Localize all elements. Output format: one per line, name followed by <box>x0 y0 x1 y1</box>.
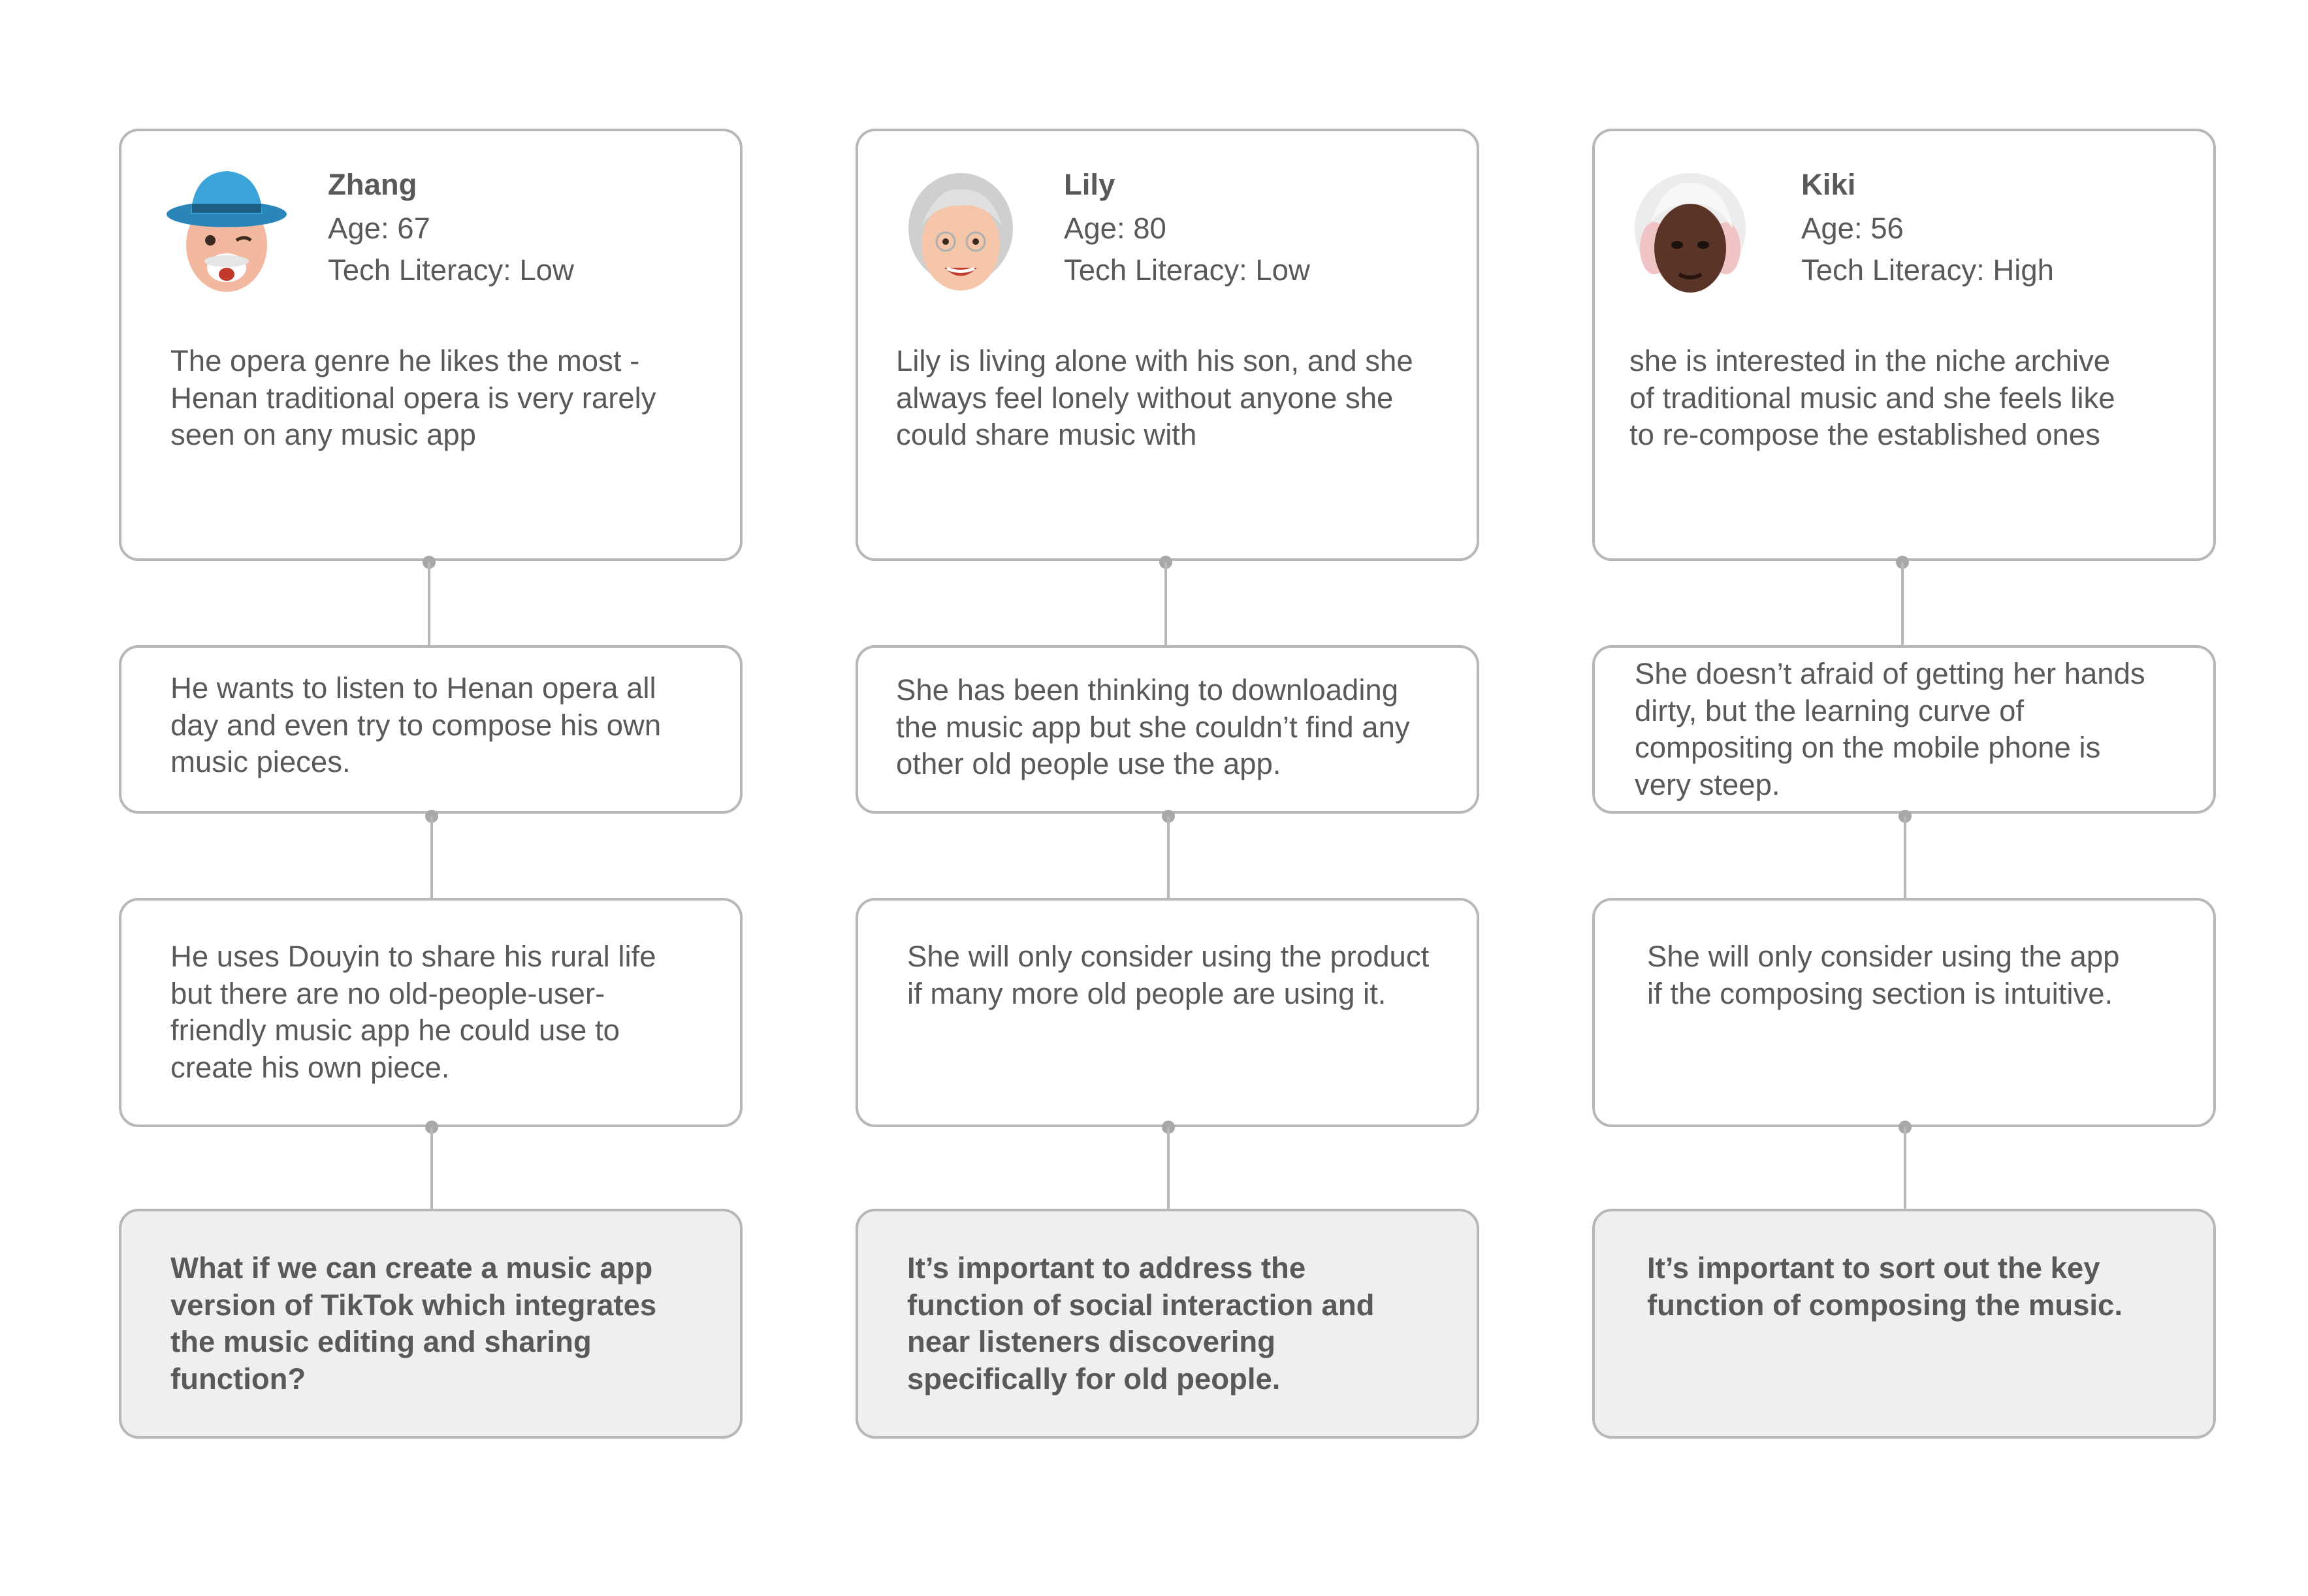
connector-line <box>1901 562 1904 646</box>
connector-line <box>1167 816 1170 899</box>
connector-line <box>430 1127 433 1209</box>
pain-text: She will only consider using the product if many more old people are using it. <box>907 940 1430 1010</box>
persona-tech-literacy: Tech Literacy: High <box>1801 253 2054 287</box>
goal-text: He wants to listen to Henan opera all day and even try to compose his own music pieces. <box>170 671 662 778</box>
persona-name: Lily <box>1064 168 1115 201</box>
memoji-man-blue-hat-icon <box>165 163 289 300</box>
persona-age: Age: 80 <box>1064 212 1166 245</box>
persona-age: Age: 67 <box>328 212 430 245</box>
goal-text: She doesn’t afraid of getting her hands dirty, but the learning curve of compositing on the mobile phone is very steep. <box>1635 657 2145 801</box>
persona-name: Kiki <box>1801 168 1856 201</box>
persona-context-text: Lily is living alone with his son, and she always feel lonely without anyone she could share music with <box>896 344 1413 451</box>
persona-tech-literacy: Tech Literacy: Low <box>328 253 574 287</box>
connector-line <box>1904 1127 1906 1209</box>
connector-line <box>1164 562 1167 646</box>
memoji-elderly-woman-icon <box>899 163 1023 300</box>
pain-card-kiki <box>1592 898 2216 1127</box>
goal-text: She has been thinking to downloading the music app but she couldn’t find any other old people use the app. <box>896 673 1410 780</box>
memoji-woman-white-hair-icon <box>1628 163 1752 300</box>
connector-line <box>430 816 433 899</box>
connector-line <box>1167 1127 1170 1209</box>
insight-card-kiki <box>1592 1209 2216 1439</box>
pain-text: He uses Douyin to share his rural life but there are no old-people-user- friendly music app he could use to create his own piece. <box>170 940 656 1084</box>
pain-card-lily <box>856 898 1479 1127</box>
persona-age: Age: 56 <box>1801 212 1904 245</box>
connector-line <box>428 562 430 646</box>
pain-text: She will only consider using the app if the composing section is intuitive. <box>1647 940 2120 1010</box>
insight-text: What if we can create a music app version of TikTok which integrates the music editing and sharing function? <box>170 1251 657 1396</box>
persona-name: Zhang <box>328 168 417 201</box>
persona-tech-literacy: Tech Literacy: Low <box>1064 253 1310 287</box>
insight-text: It’s important to sort out the key function of composing the music. <box>1647 1251 2123 1322</box>
persona-context-text: The opera genre he likes the most - Henan traditional opera is very rarely seen on any music app <box>170 344 656 451</box>
connector-line <box>1904 816 1906 899</box>
insight-text: It’s important to address the function of social interaction and near listeners discovering specifically for old people. <box>907 1251 1375 1396</box>
persona-context-text: she is interested in the niche archive of traditional music and she feels like to re-compose the established ones <box>1629 344 2115 451</box>
